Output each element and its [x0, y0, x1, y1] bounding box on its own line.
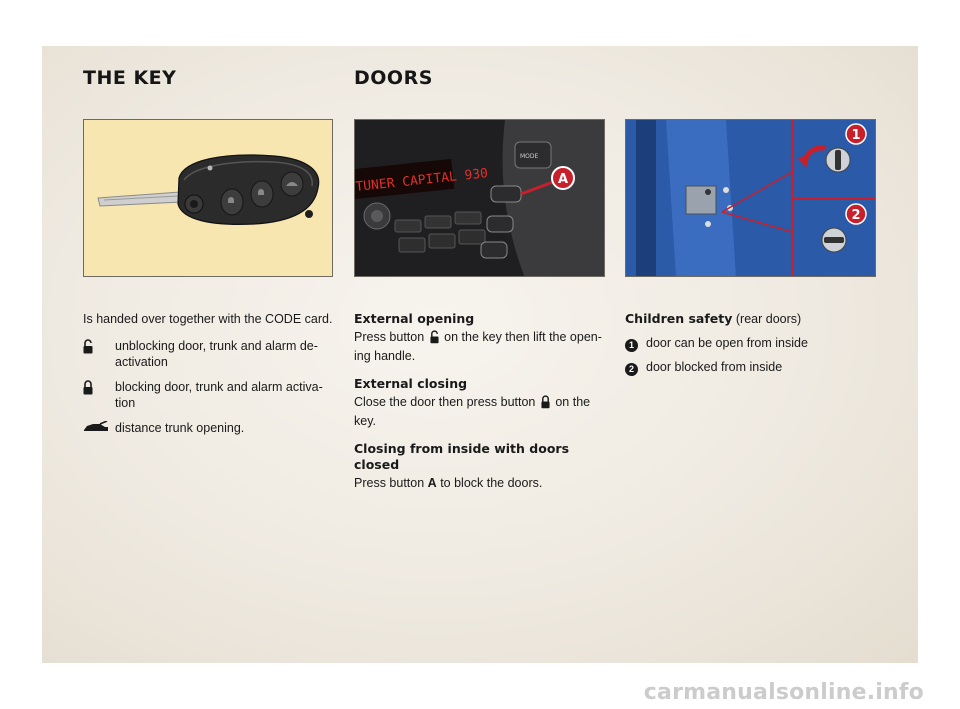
- radio-display-text: TUNER CAPITAL 930: [355, 166, 489, 195]
- doors-description: [354, 311, 606, 503]
- radio-dashboard-illustration: [355, 120, 605, 277]
- heading-the-key: THE KEY: [83, 67, 177, 89]
- marker-1-label: 1: [851, 128, 861, 143]
- children-item-2: [625, 359, 877, 376]
- door-lock-photo: [625, 119, 876, 277]
- external-opening-title: External opening: [354, 311, 475, 326]
- children-item-1: [625, 335, 877, 352]
- key-item-lock-text: blocking door, trunk and alarm activa-tion: [115, 380, 323, 410]
- external-closing-title: External closing: [354, 376, 468, 391]
- marker-2-label: 2: [851, 208, 861, 223]
- key-item-unlock-text: unblocking door, trunk and alarm de-activation: [115, 339, 318, 369]
- lock-icon: [83, 379, 115, 399]
- mode-label: MODE: [520, 153, 539, 160]
- unlock-icon: [83, 338, 115, 358]
- external-closing-text: Close the door then press button on the key.: [354, 395, 591, 428]
- external-opening-text: Press button on the key then lift the open-ing handle.: [354, 330, 602, 363]
- key-item-lock: [83, 379, 338, 411]
- unlock-icon: [430, 330, 439, 348]
- inside-closing-title: Closing from inside with doors closed: [354, 441, 570, 472]
- key-intro: Is handed over together with the CODE card.: [83, 312, 333, 326]
- heading-doors: DOORS: [354, 67, 433, 89]
- flip-key-illustration: [84, 120, 333, 277]
- lock-icon: [541, 395, 550, 413]
- inside-closing-text: Press button A to block the doors.: [354, 476, 543, 490]
- key-item-trunk: [83, 420, 338, 437]
- children-safety-heading: [625, 311, 877, 327]
- children-item-1-text: door can be open from inside: [646, 336, 808, 350]
- watermark: carmanualsonline.info: [643, 680, 924, 705]
- child-lock-illustration: [626, 120, 876, 277]
- number-badge-2: 2: [625, 363, 638, 376]
- children-safety-suffix: (rear doors): [735, 312, 802, 326]
- key-description: [83, 311, 338, 446]
- key-item-unlock: [83, 338, 338, 370]
- dashboard-photo: [354, 119, 605, 277]
- number-badge-1: 1: [625, 339, 638, 352]
- car-trunk-icon: [83, 420, 115, 437]
- children-safety-title: Children safety: [625, 311, 733, 326]
- callout-a-label: A: [557, 172, 569, 187]
- key-photo: [83, 119, 333, 277]
- children-safety: [625, 311, 877, 376]
- key-item-trunk-text: distance trunk opening.: [115, 421, 245, 435]
- button-a-label: A: [427, 476, 437, 490]
- children-item-2-text: door blocked from inside: [646, 360, 783, 374]
